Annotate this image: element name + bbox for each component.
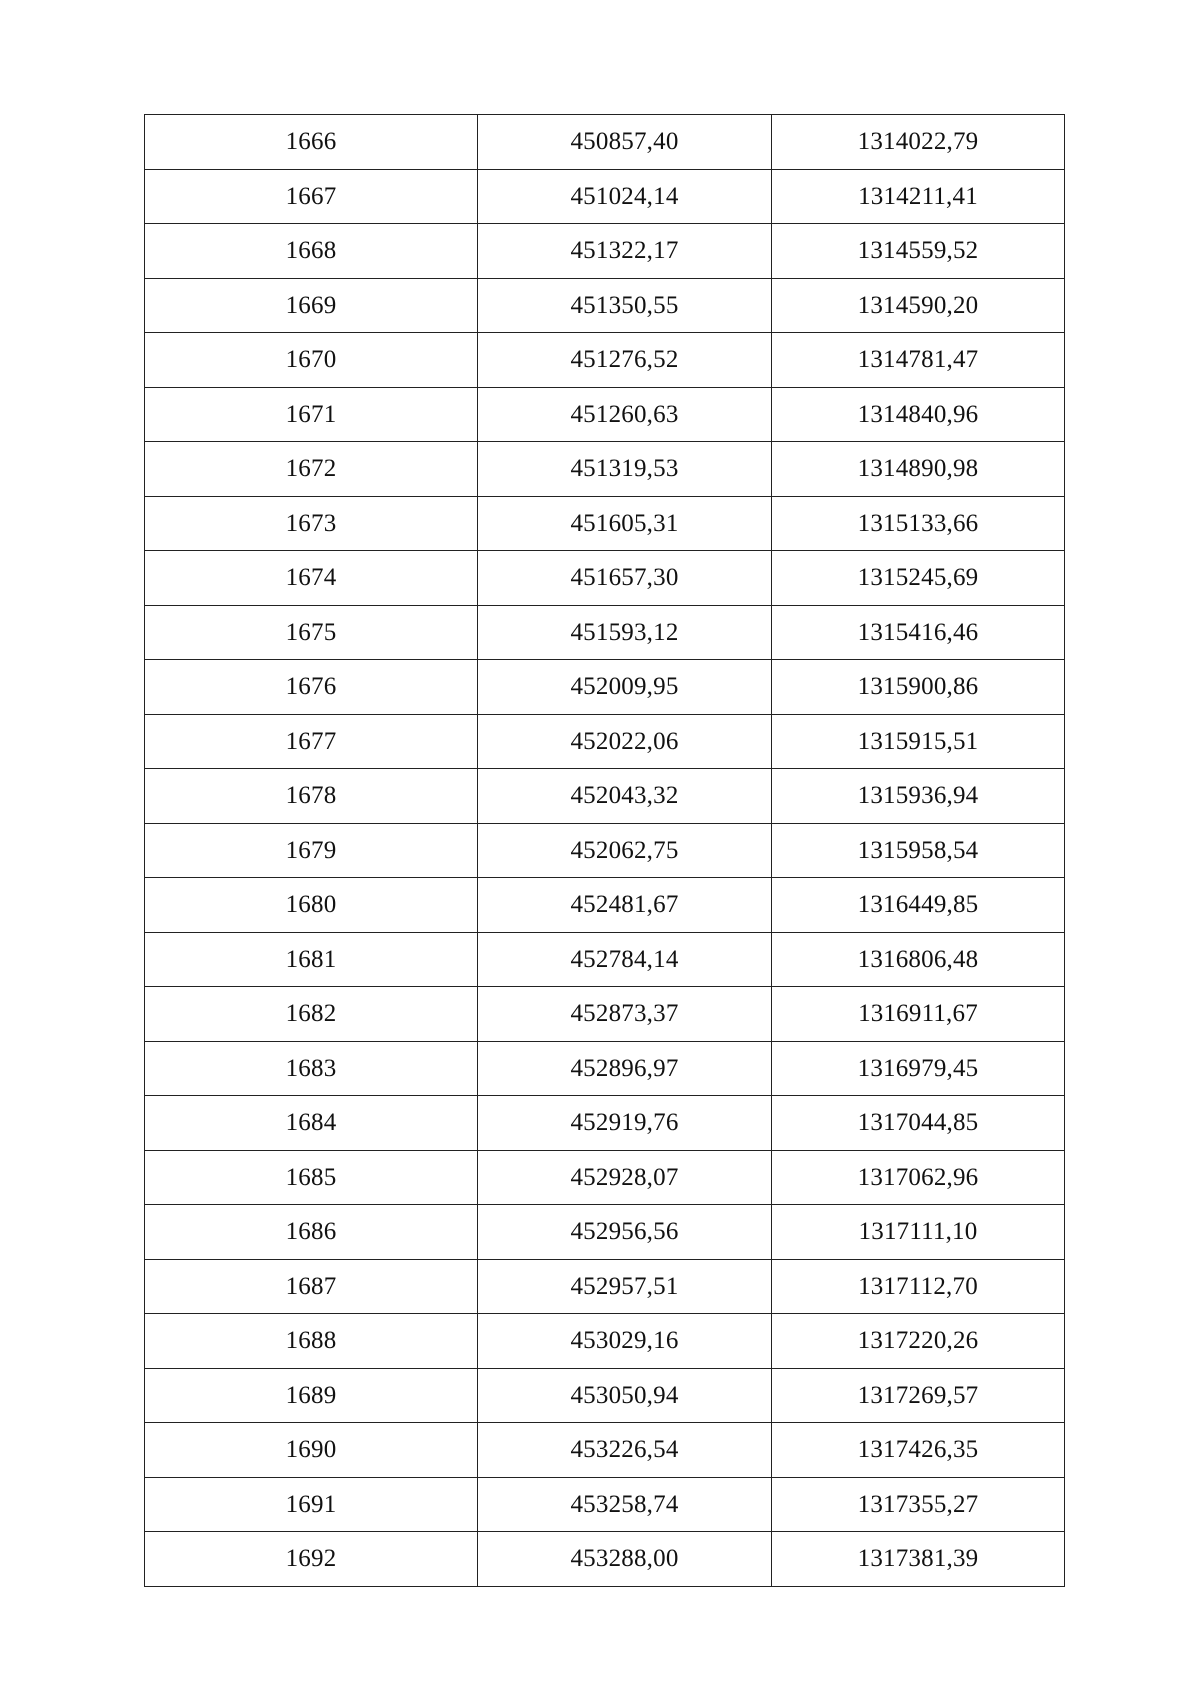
table-row	[145, 1205, 1065, 1260]
table-row	[145, 1096, 1065, 1151]
y-coordinate-cell: 1317062,96	[772, 1150, 1065, 1205]
table-row	[145, 823, 1065, 878]
point-number-cell: 1677	[145, 714, 478, 769]
point-number-cell: 1671	[145, 387, 478, 442]
point-number-cell: 1686	[145, 1205, 478, 1260]
x-coordinate-cell: 451605,31	[478, 496, 772, 551]
y-coordinate-cell: 1317112,70	[772, 1259, 1065, 1314]
x-coordinate-cell: 451350,55	[478, 278, 772, 333]
table-row	[145, 1314, 1065, 1369]
y-coordinate-cell: 1317220,26	[772, 1314, 1065, 1369]
x-coordinate-cell: 451322,17	[478, 224, 772, 279]
table-row	[145, 496, 1065, 551]
point-number-cell: 1675	[145, 605, 478, 660]
x-coordinate-cell: 450857,40	[478, 115, 772, 170]
y-coordinate-cell: 1314211,41	[772, 169, 1065, 224]
y-coordinate-cell: 1315133,66	[772, 496, 1065, 551]
x-coordinate-cell: 451319,53	[478, 442, 772, 497]
y-coordinate-cell: 1315900,86	[772, 660, 1065, 715]
point-number-cell: 1690	[145, 1423, 478, 1478]
y-coordinate-cell: 1317426,35	[772, 1423, 1065, 1478]
y-coordinate-cell: 1315245,69	[772, 551, 1065, 606]
point-number-cell: 1673	[145, 496, 478, 551]
y-coordinate-cell: 1314590,20	[772, 278, 1065, 333]
table-row	[145, 278, 1065, 333]
x-coordinate-cell: 452928,07	[478, 1150, 772, 1205]
table-row	[145, 605, 1065, 660]
table-row	[145, 224, 1065, 279]
table-row	[145, 1532, 1065, 1587]
x-coordinate-cell: 451276,52	[478, 333, 772, 388]
y-coordinate-cell: 1316806,48	[772, 932, 1065, 987]
point-number-cell: 1672	[145, 442, 478, 497]
coordinates-table-body	[145, 115, 1065, 1587]
point-number-cell: 1670	[145, 333, 478, 388]
table-row	[145, 1423, 1065, 1478]
table-row	[145, 551, 1065, 606]
x-coordinate-cell: 452957,51	[478, 1259, 772, 1314]
y-coordinate-cell: 1317044,85	[772, 1096, 1065, 1151]
x-coordinate-cell: 452062,75	[478, 823, 772, 878]
x-coordinate-cell: 452956,56	[478, 1205, 772, 1260]
point-number-cell: 1687	[145, 1259, 478, 1314]
table-row	[145, 115, 1065, 170]
y-coordinate-cell: 1317111,10	[772, 1205, 1065, 1260]
y-coordinate-cell: 1314840,96	[772, 387, 1065, 442]
x-coordinate-cell: 453258,74	[478, 1477, 772, 1532]
point-number-cell: 1680	[145, 878, 478, 933]
x-coordinate-cell: 453029,16	[478, 1314, 772, 1369]
table-row	[145, 714, 1065, 769]
point-number-cell: 1684	[145, 1096, 478, 1151]
table-row	[145, 169, 1065, 224]
y-coordinate-cell: 1314781,47	[772, 333, 1065, 388]
x-coordinate-cell: 451260,63	[478, 387, 772, 442]
x-coordinate-cell: 453288,00	[478, 1532, 772, 1587]
table-row	[145, 932, 1065, 987]
table-row	[145, 660, 1065, 715]
point-number-cell: 1685	[145, 1150, 478, 1205]
x-coordinate-cell: 452481,67	[478, 878, 772, 933]
table-row	[145, 1368, 1065, 1423]
table-row	[145, 769, 1065, 824]
y-coordinate-cell: 1314022,79	[772, 115, 1065, 170]
x-coordinate-cell: 453226,54	[478, 1423, 772, 1478]
y-coordinate-cell: 1317355,27	[772, 1477, 1065, 1532]
point-number-cell: 1679	[145, 823, 478, 878]
y-coordinate-cell: 1315915,51	[772, 714, 1065, 769]
x-coordinate-cell: 451593,12	[478, 605, 772, 660]
x-coordinate-cell: 453050,94	[478, 1368, 772, 1423]
coordinates-table	[144, 114, 1065, 1587]
table-row	[145, 1477, 1065, 1532]
point-number-cell: 1678	[145, 769, 478, 824]
x-coordinate-cell: 452043,32	[478, 769, 772, 824]
point-number-cell: 1692	[145, 1532, 478, 1587]
y-coordinate-cell: 1314890,98	[772, 442, 1065, 497]
table-row	[145, 1150, 1065, 1205]
x-coordinate-cell: 452896,97	[478, 1041, 772, 1096]
table-row	[145, 1041, 1065, 1096]
point-number-cell: 1669	[145, 278, 478, 333]
point-number-cell: 1676	[145, 660, 478, 715]
point-number-cell: 1674	[145, 551, 478, 606]
y-coordinate-cell: 1316449,85	[772, 878, 1065, 933]
point-number-cell: 1683	[145, 1041, 478, 1096]
x-coordinate-cell: 452873,37	[478, 987, 772, 1042]
point-number-cell: 1667	[145, 169, 478, 224]
table-row	[145, 1259, 1065, 1314]
y-coordinate-cell: 1317381,39	[772, 1532, 1065, 1587]
table-row	[145, 987, 1065, 1042]
x-coordinate-cell: 452919,76	[478, 1096, 772, 1151]
y-coordinate-cell: 1315416,46	[772, 605, 1065, 660]
table-row	[145, 333, 1065, 388]
y-coordinate-cell: 1315936,94	[772, 769, 1065, 824]
y-coordinate-cell: 1316911,67	[772, 987, 1065, 1042]
point-number-cell: 1689	[145, 1368, 478, 1423]
table-row	[145, 878, 1065, 933]
table-row	[145, 442, 1065, 497]
y-coordinate-cell: 1315958,54	[772, 823, 1065, 878]
x-coordinate-cell: 451657,30	[478, 551, 772, 606]
point-number-cell: 1688	[145, 1314, 478, 1369]
y-coordinate-cell: 1316979,45	[772, 1041, 1065, 1096]
point-number-cell: 1681	[145, 932, 478, 987]
point-number-cell: 1666	[145, 115, 478, 170]
y-coordinate-cell: 1317269,57	[772, 1368, 1065, 1423]
point-number-cell: 1682	[145, 987, 478, 1042]
table-row	[145, 387, 1065, 442]
point-number-cell: 1691	[145, 1477, 478, 1532]
x-coordinate-cell: 451024,14	[478, 169, 772, 224]
point-number-cell: 1668	[145, 224, 478, 279]
y-coordinate-cell: 1314559,52	[772, 224, 1065, 279]
x-coordinate-cell: 452022,06	[478, 714, 772, 769]
x-coordinate-cell: 452009,95	[478, 660, 772, 715]
x-coordinate-cell: 452784,14	[478, 932, 772, 987]
